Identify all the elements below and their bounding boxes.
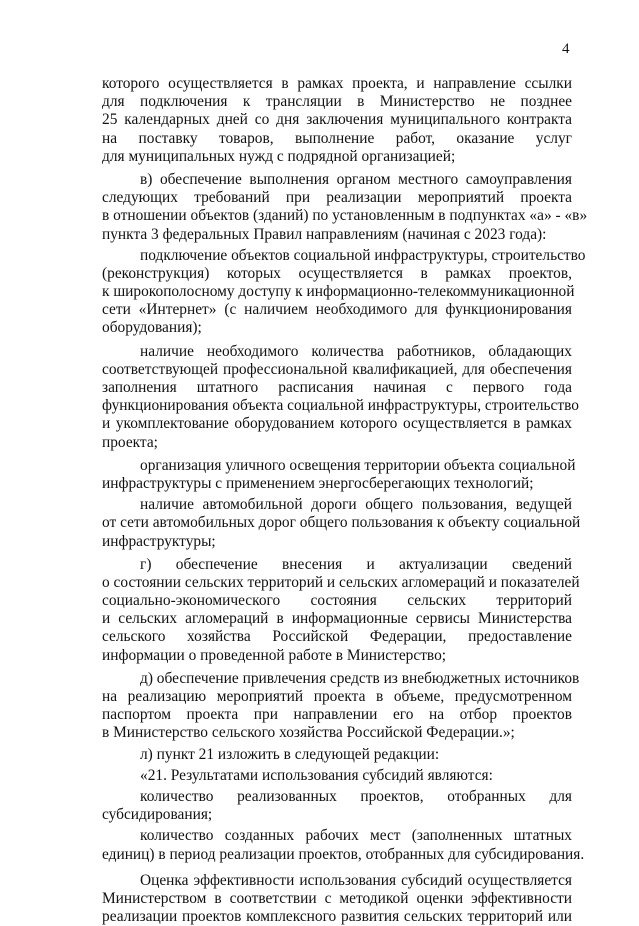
text-line: реализации проектов комплексного развития сельских территорий или [102,908,572,926]
text-line: функционирования объекта социальной инфраструктуры, строительство [102,397,579,415]
text-line: наличие автомобильной дороги общего пользования, ведущей [140,496,572,514]
text-line: на реализацию мероприятий проекта в объеме, предусмотренном [102,688,572,705]
text-line: субсидирования; [102,806,213,824]
text-line: л) пункт 21 изложить в следующей редакции: [140,745,440,763]
text-line: заполнения штатного расписания начиная с первого года [102,379,572,396]
text-line: на поставку товаров, выполнение работ, оказание услуг [102,129,572,147]
text-line: соответствующей профессиональной квалификацией, для обеспечения [102,360,572,378]
text-line: для подключения к трансляции в Министерство не позднее [102,93,572,111]
text-line: (реконструкция) которых осуществляется в рамках проектов, [102,264,572,282]
text-line: следующих требований при реализации мероприятий проекта [102,189,572,207]
text-line: подключение объектов социальной инфраструктуры, строительство [140,246,586,264]
text-line: количество реализованных проектов, отобранных для [140,787,572,805]
text-line: которого осуществляется в рамках проекта, и направление ссылки [102,75,572,92]
text-line: инфраструктуры с применением энергосберегающих технологий; [102,474,534,492]
text-line: в) обеспечение выполнения органом местного самоуправления [140,170,572,188]
text-line: сельского хозяйства Российской Федерации, предоставление [102,628,572,646]
text-line: для муниципальных нужд с подрядной организацией; [102,147,456,165]
text-line: единиц) в период реализации проектов, отобранных для субсидирования. [102,845,585,863]
text-line: 25 календарных дней со дня заключения муниципального контракта [102,111,572,129]
text-line: и укомплектование оборудованием которого осуществляется в рамках [102,415,572,433]
text-line: проекта; [102,433,158,451]
text-line: организация уличного освещения территории объекта социальной [140,456,576,474]
text-line: информации о проведенной работе в Министерство; [102,646,447,664]
document-body [102,75,588,926]
text-line: д) обеспечение привлечения средств из внебюджетных источников [140,669,580,687]
text-line: Министерством в соответствии с методикой оценки эффективности [102,889,572,907]
text-line: социально-экономического состояния сельских территорий [102,592,572,610]
text-line: пункта 3 федеральных Правил направлениям (начиная с 2023 года): [102,225,547,243]
text-line: «21. Результатами использования субсидий являются: [140,766,493,784]
text-line: к широкополосному доступу к информационно-телекоммуникационной [102,283,575,301]
text-line: оборудования); [102,319,202,337]
text-line: в отношении объектов (зданий) по установленным в подпунктах «а» - «в» [102,207,588,225]
text-line: г) обеспечение внесения и актуализации сведений [140,555,572,573]
text-line: количество созданных рабочих мест (заполненных штатных [140,827,572,845]
text-line: от сети автомобильных дорог общего пользования к объекту социальной [102,514,581,532]
text-line: наличие необходимого количества работников, обладающих [140,342,572,360]
text-line: о состоянии сельских территорий и сельских агломераций и показателей [102,573,580,591]
text-line: Оценка эффективности использования субсидий осуществляется [140,871,572,889]
text-line: в Министерство сельского хозяйства Российской Федерации.»; [102,724,515,742]
text-line: паспортом проекта при направлении его на отбор проектов [102,706,572,724]
page-number: 4 [562,41,570,57]
text-line: сети «Интернет» (с наличием необходимого для функционирования [102,301,572,319]
text-line: инфраструктуры; [102,532,216,550]
text-line: и сельских агломераций в информационные сервисы Министерства [102,610,572,628]
